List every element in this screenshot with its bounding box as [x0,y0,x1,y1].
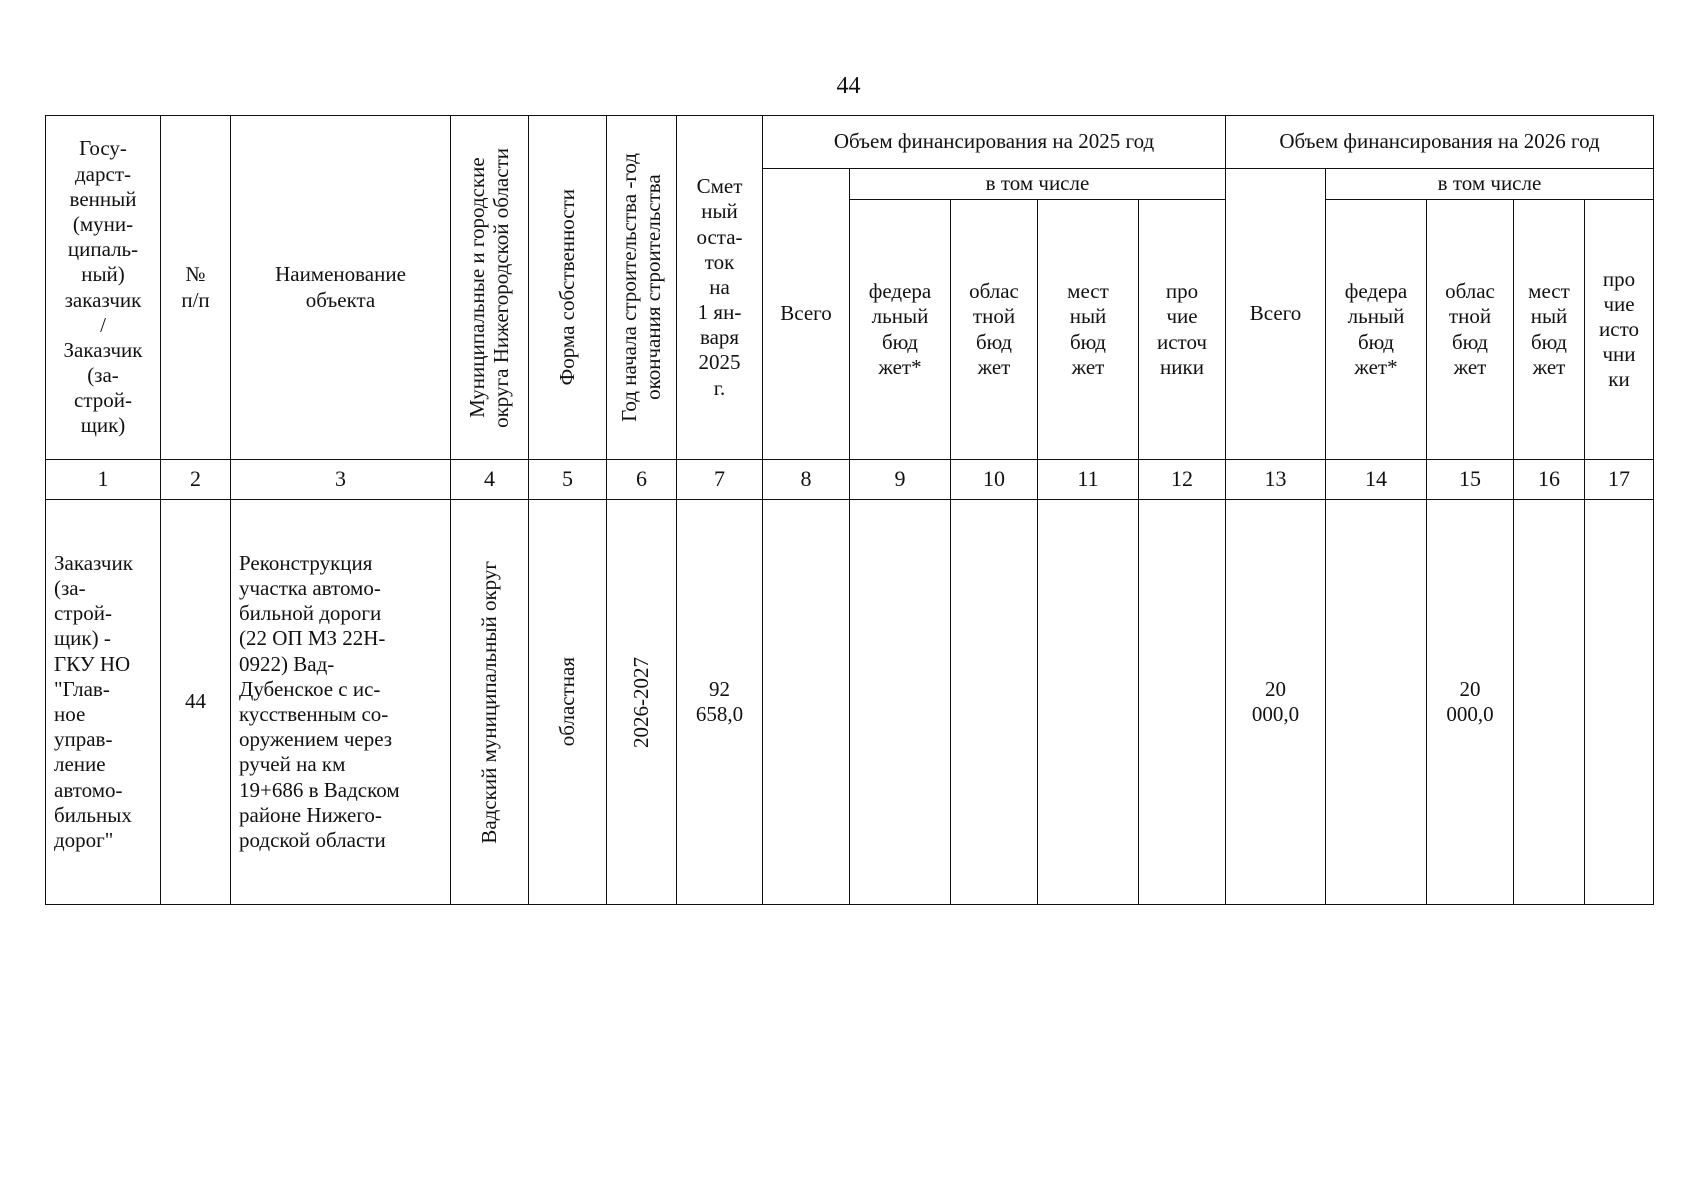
header-row-1 [46,116,1654,169]
header-2025-other: про чие источ ники [1139,200,1226,460]
header-2025-including: в том числе [850,169,1226,200]
row-2025-regional [951,500,1038,905]
row-construction-years: 2026-2027 [607,500,677,905]
row-2026-federal [1326,500,1427,905]
header-2025-local: мест ный бюд жет [1038,200,1139,460]
column-number: 14 [1326,460,1427,500]
column-number: 13 [1226,460,1326,500]
column-number: 17 [1585,460,1654,500]
row-estimate-balance: 92 658,0 [677,500,763,905]
column-number: 1 [46,460,161,500]
row-2026-other [1585,500,1654,905]
column-number: 15 [1427,460,1514,500]
column-number: 9 [850,460,951,500]
header-2026-other: про чие исто чни ки [1585,200,1654,460]
header-financing-2026: Объем финансирования на 2026 год [1226,116,1654,169]
header-customer: Госу- дарст- венный (муни- ципаль- ный) заказчик / Заказчик (за- строй- щик) [46,116,161,460]
row-number: 44 [161,500,231,905]
header-2026-regional: облас тной бюд жет [1427,200,1514,460]
column-number: 11 [1038,460,1139,500]
column-number: 10 [951,460,1038,500]
column-number: 6 [607,460,677,500]
table-row [46,500,1654,905]
column-number: 12 [1139,460,1226,500]
column-number: 4 [451,460,529,500]
row-object-name: Реконструкция участка автомо- бильной дороги (22 ОП МЗ 22Н- 0922) Вад- Дубенское с ис- кусственным со- оружением через ручей на км 19+686 в Вадском районе Нижего- родской области [231,500,451,905]
column-number: 5 [529,460,607,500]
header-financing-2025: Объем финансирования на 2025 год [763,116,1226,169]
column-number: 7 [677,460,763,500]
row-2026-regional: 20 000,0 [1427,500,1514,905]
row-2025-total [763,500,850,905]
header-2025-federal: федера льный бюд жет* [850,200,951,460]
row-2026-total: 20 000,0 [1226,500,1326,905]
column-number-row [46,460,1654,500]
header-municipal-district: Муниципальные и городские округа Нижегородской области [451,116,529,460]
header-2026-local: мест ный бюд жет [1514,200,1585,460]
row-2025-other [1139,500,1226,905]
header-2025-total: Всего [763,169,850,460]
header-number: № п/п [161,116,231,460]
row-2025-local [1038,500,1139,905]
header-estimate-balance: Смет ный оста- ток на 1 ян- варя 2025 г. [677,116,763,460]
header-2026-total: Всего [1226,169,1326,460]
column-number: 16 [1514,460,1585,500]
column-number: 3 [231,460,451,500]
header-object-name: Наименование объекта [231,116,451,460]
row-municipal-district: Вадский муниципальный округ [451,500,529,905]
header-2025-regional: облас тной бюд жет [951,200,1038,460]
column-number: 2 [161,460,231,500]
investment-program-table [45,115,1654,905]
header-construction-years: Год начала строительства -год окончания строительства [607,116,677,460]
page-number: 44 [836,73,861,99]
header-2026-federal: федера льный бюд жет* [1326,200,1427,460]
row-ownership-form: областная [529,500,607,905]
header-ownership-form: Форма собственности [529,116,607,460]
row-2025-federal [850,500,951,905]
row-2026-local [1514,500,1585,905]
row-customer: Заказчик (за- строй- щик) - ГКУ НО "Глав- ное управ- ление автомо- бильных дорог" [46,500,161,905]
header-2026-including: в том числе [1326,169,1654,200]
column-number: 8 [763,460,850,500]
